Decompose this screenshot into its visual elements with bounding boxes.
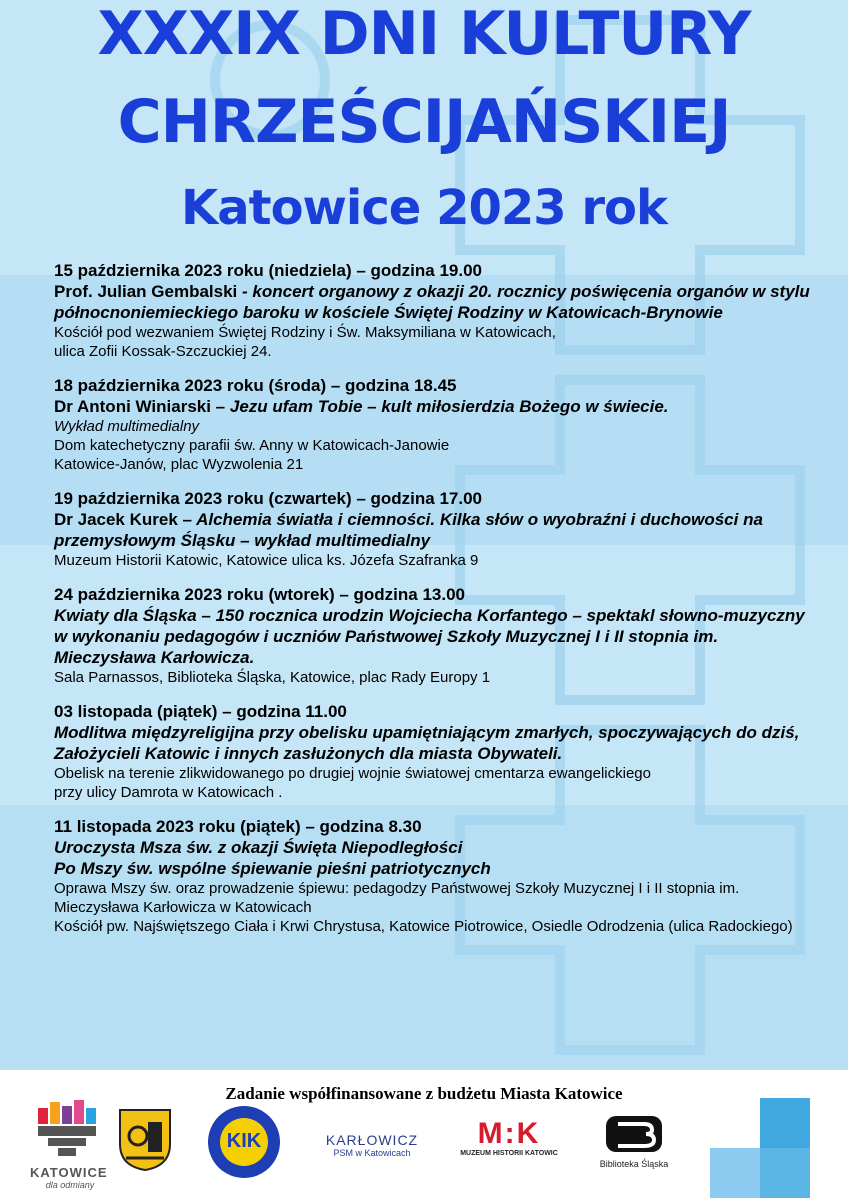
katowice-mark-icon [30, 1100, 110, 1158]
karlowicz-logo [318, 1132, 426, 1172]
event-date: 15 października 2023 roku (niedziela) – godzina 19.00 [54, 261, 482, 280]
event-place: ulica Zofii Kossak-Szczuckiej 24. [54, 343, 272, 360]
event-title-text: Kwiaty dla Śląska – 150 rocznica urodzin Wojciecha Korfantego – spektakl słowno-muzyczny w wykonaniu pedagogów i uczniów Państwowej Szkoły Muzycznej I i II stopnia im. Mieczysława Karłowicza. [54, 606, 805, 667]
event-note: Wykład multimedialny [54, 418, 200, 435]
sponsor-footer [0, 1070, 848, 1200]
event-item [54, 488, 814, 570]
event-title-2 [54, 858, 814, 879]
muzeum-logo [454, 1118, 564, 1168]
event-speaker: Dr Jacek Kurek – [54, 510, 192, 529]
biblioteka-mark-icon [604, 1114, 664, 1154]
funding-note: Zadanie współfinansowane z budżetu Miasta Katowice [225, 1084, 623, 1103]
coat-of-arms-icon [118, 1108, 172, 1172]
event-speaker: Dr Antoni Winiarski – [54, 397, 226, 416]
event-item [54, 816, 814, 936]
event-place: Dom katechetyczny parafii św. Anny w Katowicach-Janowie [54, 437, 450, 454]
event-title [54, 396, 814, 417]
event-date: 11 listopada 2023 roku (piątek) – godzina 8.30 [54, 817, 422, 836]
event-place: Katowice-Janów, plac Wyzwolenia 21 [54, 456, 304, 473]
event-place: przy ulicy Damrota w Katowicach . [54, 784, 283, 801]
event-title-text: Po Mszy św. wspólne śpiewanie pieśni patriotycznych [54, 859, 491, 878]
event-date: 03 listopada (piątek) – godzina 11.00 [54, 702, 347, 721]
events-list [54, 260, 814, 950]
karlowicz-logo-subtext: PSM w Katowicach [333, 1148, 411, 1158]
event-item [54, 701, 814, 802]
kik-logo-text: KIK [226, 1130, 262, 1152]
event-item [54, 584, 814, 687]
event-title [54, 281, 814, 323]
event-title-text: - koncert organowy z okazji 20. rocznicy poświęcenia organów w stylu północnoniemieckiego baroku w kościele Świętej Rodziny w Katowicach-Brynowie [54, 282, 810, 322]
title-line-2: CHRZEŚCIJAŃSKIEJ [117, 87, 731, 157]
subtitle: Katowice 2023 rok [181, 180, 667, 236]
event-title-text: Modlitwa międzyreligijna przy obelisku upamiętniającym zmarłych, spoczywających do dziś, Założycieli Katowic i innych zasłużonych dla miasta Obywateli. [54, 723, 800, 763]
event-title [54, 605, 814, 668]
event-title [54, 509, 814, 551]
katowice-logo [30, 1100, 110, 1195]
event-title [54, 837, 814, 858]
muzeum-logo-mark: M:K [477, 1117, 541, 1150]
blue-squares-decoration [710, 1098, 810, 1198]
biblioteka-logo [596, 1114, 672, 1174]
karlowicz-logo-text: KARŁOWICZ [325, 1132, 419, 1148]
event-item [54, 375, 814, 474]
katowice-logo-text: KATOWICE [30, 1165, 108, 1180]
event-date: 24 października 2023 roku (wtorek) – godzina 13.00 [54, 585, 465, 604]
muzeum-logo-text: MUZEUM HISTORII KATOWIC [460, 1150, 558, 1157]
title-line-1: XXXIX DNI KULTURY [97, 0, 751, 69]
event-speaker: Prof. Julian Gembalski [54, 282, 238, 301]
event-place: Obelisk na terenie zlikwidowanego po drugiej wojnie światowej cmentarza ewangelickiego [54, 765, 651, 782]
biblioteka-logo-text: Biblioteka Śląska [599, 1159, 669, 1169]
katowice-logo-subtext: dla odmiany [45, 1180, 95, 1190]
event-item [54, 260, 814, 361]
event-place: Oprawa Mszy św. oraz prowadzenie śpiewu: pedagodzy Państwowej Szkoły Muzycznej I i II stopnia im. Mieczysława Karłowicza w Katowicach [54, 880, 740, 916]
event-place: Kościół pw. Najświętszego Ciała i Krwi Chrystusa, Katowice Piotrowice, Osiedle Odrodzenia (ulica Radockiego) [54, 918, 793, 935]
event-place: Kościół pod wezwaniem Świętej Rodziny i Św. Maksymiliana w Katowicach, [54, 324, 556, 341]
event-date: 18 października 2023 roku (środa) – godzina 18.45 [54, 376, 457, 395]
kik-logo [206, 1104, 282, 1180]
event-title-text: Alchemia światła i ciemności. Kilka słów o wyobraźni i duchowości na przemysłowym Śląsku – wykład multimedialny [54, 510, 763, 550]
event-title-text: Jezu ufam Tobie – kult miłosierdzia Bożego w świecie. [225, 397, 669, 416]
coat-of-arms-logo [118, 1108, 172, 1172]
event-title-text: Uroczysta Msza św. z okazji Święta Niepodległości [54, 838, 463, 857]
event-place: Muzeum Historii Katowic, Katowice ulica ks. Józefa Szafranka 9 [54, 552, 479, 569]
event-title [54, 722, 814, 764]
event-place: Sala Parnassos, Biblioteka Śląska, Katowice, plac Rady Europy 1 [54, 669, 491, 686]
event-date: 19 października 2023 roku (czwartek) – godzina 17.00 [54, 489, 483, 508]
